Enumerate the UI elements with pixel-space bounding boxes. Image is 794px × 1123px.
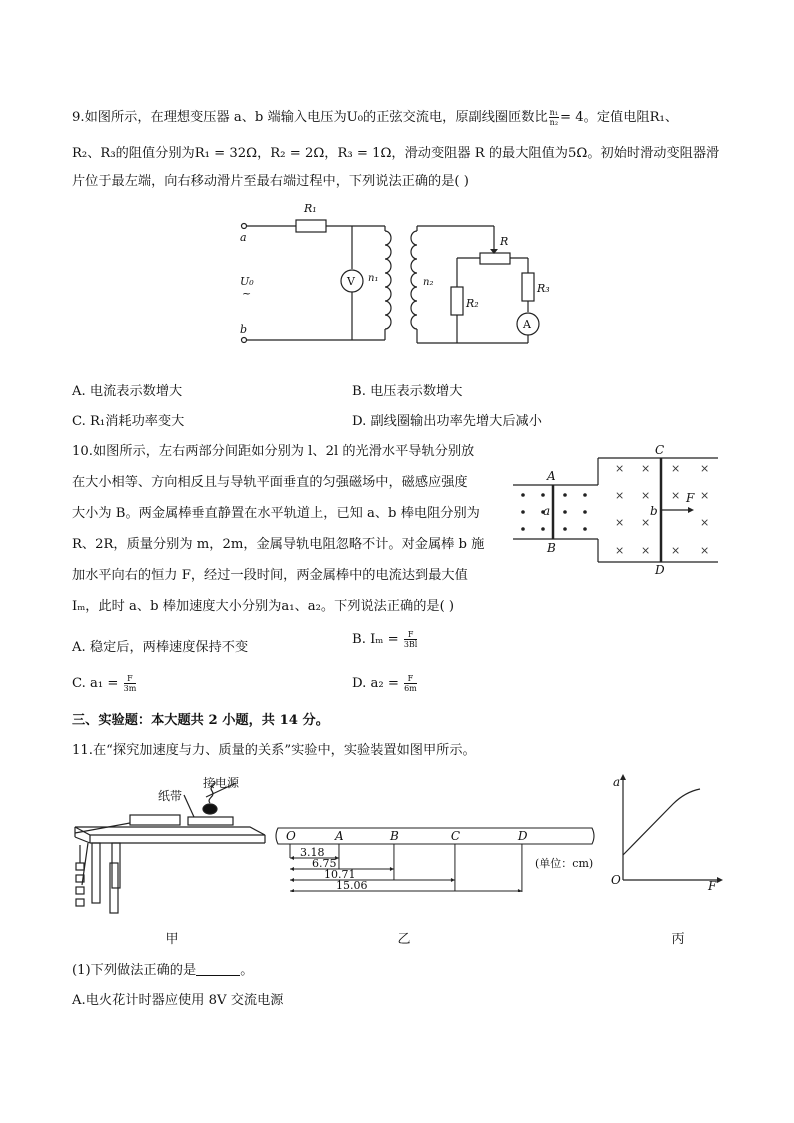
q9-line2: R₂、R₃的阻值分别为R₁ = 32Ω，R₂ = 2Ω，R₃ = 1Ω，滑动变阻器 R 的最大阻值为5Ω。初始时滑动变阻器滑 <box>72 146 720 161</box>
distance-label-0: 3.18 <box>300 846 325 859</box>
svg-text:×: × <box>671 462 681 475</box>
q10-option-b: B. Iₘ = $\frac{F}{3Bl}$ <box>352 630 418 649</box>
label-ac: ~ <box>242 287 252 300</box>
svg-text:×: × <box>615 516 625 529</box>
q10-line5: 加水平向右的恒力 F，经过一段时间，两金属棒中的电流达到最大值 <box>72 568 468 583</box>
dimension-arrow <box>451 878 455 882</box>
caption-jia: 甲 <box>165 932 179 947</box>
tape-point-B: B <box>389 829 399 843</box>
label-unit: (单位：cm) <box>535 857 594 870</box>
svg-text:×: × <box>641 462 651 475</box>
q10-line1: 10.如图所示，左右两部分间距如分别为 l、2l 的光滑水平导轨分别放 <box>72 444 475 459</box>
label-B: B <box>547 541 556 555</box>
label-A: A <box>547 469 556 483</box>
transformer-circuit-figure <box>230 195 560 355</box>
svg-text:×: × <box>615 462 625 475</box>
distance-label-1: 6.75 <box>312 857 337 870</box>
svg-text:×: × <box>700 462 710 475</box>
label-R2: R₂ <box>466 297 479 310</box>
label-rod-b: b <box>650 504 658 518</box>
tape-point-A: A <box>334 829 344 843</box>
q9-option-b: B. 电压表示数增大 <box>352 384 463 399</box>
tape-point-C: C <box>450 829 461 843</box>
q10-line6: Iₘ，此时 a、b 棒加速度大小分别为a₁、a₂。下列说法正确的是( ) <box>72 599 455 614</box>
q9-option-c: C. R₁消耗功率变大 <box>72 414 185 429</box>
acceleration-force-graph <box>605 772 730 892</box>
graph-y-label: a <box>613 775 621 789</box>
dimension-arrow <box>290 878 294 882</box>
dimension-arrow <box>290 889 294 892</box>
label-R1: R₁ <box>304 202 317 215</box>
svg-text:×: × <box>700 516 710 529</box>
q9-line3: 片位于最左端，向右移动滑片至最右端过程中，下列说法正确的是( ) <box>72 174 469 189</box>
q9-line1: 9.如图所示，在理想变压器 a、b 端输入电压为U₀的正弦交流电，原副线圈匝数比 $\frac{\text{n₁}}{\text{n₂}}$ = 4。定值电阻R₁、 <box>72 108 679 127</box>
svg-text:×: × <box>671 544 681 557</box>
dimension-arrow <box>290 856 294 860</box>
distance-label-2: 10.71 <box>324 868 356 881</box>
q10-line2: 在大小相等、方向相反且与导轨平面垂直的匀强磁场中，磁感应强度 <box>72 475 468 490</box>
label-n1: n₁ <box>368 273 379 284</box>
q9-option-a: A. 电流表示数增大 <box>72 384 183 399</box>
svg-text:×: × <box>700 544 710 557</box>
turns-ratio: $\frac{\text{n₁}}{\text{n₂}}$ <box>549 108 559 127</box>
label-rod-a: a <box>543 504 551 518</box>
rails-magnetic-field-figure <box>508 440 728 580</box>
caption-bing: 丙 <box>671 932 685 947</box>
q10-option-c: C. a₁ = $\frac{F}{3m}$ <box>72 674 137 693</box>
q10-option-a: A. 稳定后，两棒速度保持不变 <box>72 640 249 655</box>
apparatus-figure <box>70 775 270 920</box>
svg-text:×: × <box>671 489 681 502</box>
q10-line4: R、2R，质量分别为 m，2m，金属导轨电阻忽略不计。对金属棒 b 施 <box>72 537 485 552</box>
label-paper-tape: 纸带 <box>158 789 183 803</box>
q11-sub1-option-a: A.电火花计时器应使用 8V 交流电源 <box>72 993 284 1008</box>
svg-text:×: × <box>615 489 625 502</box>
q10-option-d: D. a₂ = $\frac{F}{6m}$ <box>352 674 417 693</box>
paper-tape-figure <box>270 822 600 892</box>
label-force-F: F <box>686 491 695 505</box>
label-b: b <box>240 323 248 336</box>
svg-text:×: × <box>641 489 651 502</box>
dimension-arrow <box>290 867 294 871</box>
q11-sub1: (1)下列做法正确的是 。 <box>72 963 254 978</box>
dimension-arrow <box>518 889 522 892</box>
label-D: D <box>655 563 665 577</box>
graph-x-label: F <box>708 879 717 892</box>
label-C: C <box>655 443 665 457</box>
q11-line1: 11.在“探究加速度与力、质量的关系”实验中，实验装置如图甲所示。 <box>72 743 476 758</box>
label-power-source: 接电源 <box>203 776 240 790</box>
answer-blank[interactable] <box>196 963 240 976</box>
caption-yi: 乙 <box>397 932 411 947</box>
tape-point-D: D <box>517 829 528 843</box>
svg-text:×: × <box>641 516 651 529</box>
voltmeter-label: V <box>347 275 355 288</box>
label-U0: U₀ <box>240 275 254 288</box>
q10-line3: 大小为 B。两金属棒垂直静置在水平轨道上，已知 a、b 棒电阻分别为 <box>72 506 480 521</box>
label-R: R <box>500 235 509 248</box>
tape-point-O: O <box>286 829 296 843</box>
label-R3: R₃ <box>537 282 550 295</box>
ammeter-label: A <box>523 318 531 331</box>
svg-text:×: × <box>641 544 651 557</box>
graph-origin: O <box>611 873 621 887</box>
svg-text:×: × <box>700 489 710 502</box>
q9-option-d: D. 副线圈输出功率先增大后减小 <box>352 414 542 429</box>
label-n2: n₂ <box>423 277 434 288</box>
svg-text:×: × <box>615 544 625 557</box>
label-a: a <box>240 231 247 244</box>
section-heading: 三、实验题：本大题共 2 小题，共 14 分。 <box>72 713 329 728</box>
dimension-arrow <box>390 867 394 871</box>
distance-label-3: 15.06 <box>336 879 368 892</box>
